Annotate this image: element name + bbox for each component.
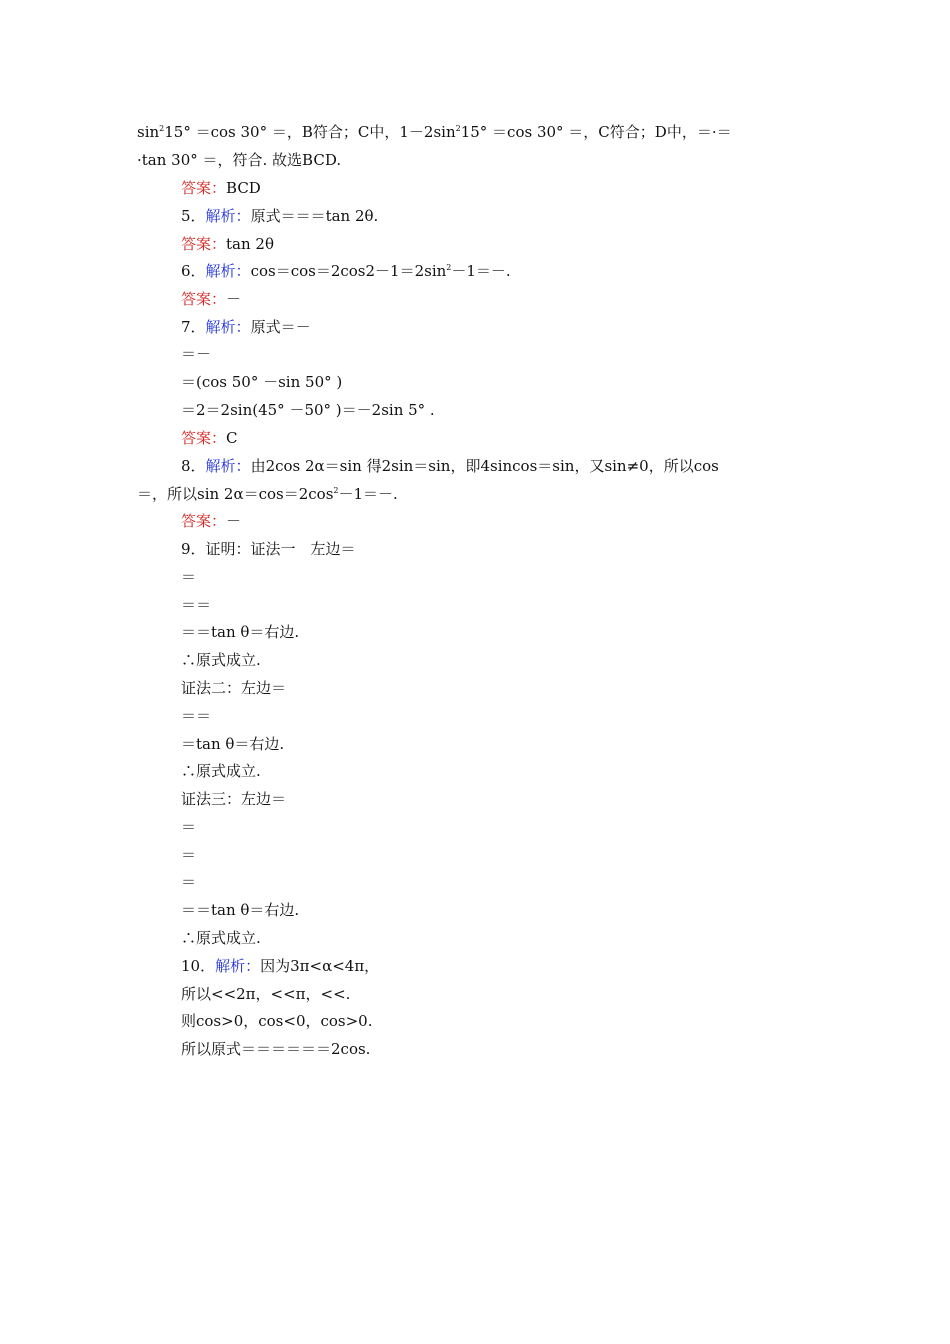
text-segment: ＝＝	[181, 707, 212, 725]
text-segment: －	[226, 290, 242, 308]
answer-label: 答案：	[181, 290, 227, 308]
text-segment: ∴原式成立.	[181, 762, 261, 780]
text-line	[181, 1039, 370, 1059]
text-segment: －1＝－.	[451, 262, 511, 280]
answer-label: 答案：	[181, 179, 227, 197]
text-segment: ＝＝tan θ＝右边.	[181, 901, 300, 919]
text-segment: 所以原式＝＝＝＝＝＝2cos.	[181, 1040, 371, 1058]
text-line	[181, 456, 719, 476]
superscript: 2	[333, 486, 339, 495]
text-segment: ＝＝tan θ＝右边.	[181, 623, 300, 641]
text-line	[181, 234, 274, 254]
text-segment: ＝tan θ＝右边.	[181, 735, 285, 753]
text-segment: 6．	[181, 262, 206, 280]
text-line	[181, 622, 299, 642]
text-line	[181, 567, 196, 587]
text-line	[137, 484, 398, 504]
text-segment: 证法二：左边＝	[181, 679, 287, 697]
text-line	[181, 539, 356, 559]
text-segment: 9．证明：证法一 左边＝	[181, 540, 356, 558]
answer-label: 答案：	[181, 429, 227, 447]
text-segment: 则cos>0，cos<0，cos>0.	[181, 1012, 373, 1030]
superscript: 2	[446, 263, 452, 272]
text-segment: 所以<<2π，<<π，<<.	[181, 985, 351, 1003]
text-line	[181, 734, 284, 754]
superscript: 2	[159, 124, 165, 133]
text-segment: ＝2＝2sin(45° －50° )＝－2sin 5° .	[181, 401, 435, 419]
text-line	[181, 1011, 373, 1031]
analysis-label: 解析：	[205, 457, 251, 475]
answer-label: 答案：	[181, 512, 227, 530]
text-line	[181, 372, 342, 392]
text-line	[181, 900, 299, 920]
text-segment: ·tan 30° ＝，符合. 故选BCD.	[137, 151, 342, 169]
text-line	[181, 317, 311, 337]
text-line	[181, 928, 261, 948]
text-segment: tan 2θ	[226, 235, 274, 253]
text-line	[181, 678, 286, 698]
text-segment: 原式＝＝＝tan 2θ.	[250, 207, 379, 225]
text-line	[181, 595, 211, 615]
text-segment: ＝，所以sin 2α＝cos＝2cos	[137, 485, 334, 503]
text-line	[181, 872, 196, 892]
text-line	[181, 650, 261, 670]
text-segment: 由2cos 2α＝sin 得2sin＝sin，即4sincos＝sin，又sin≠0，所以cos	[250, 457, 719, 475]
text-segment: C	[226, 429, 238, 447]
text-segment: ＝	[181, 818, 197, 836]
text-segment: 因为3π<α<4π，	[260, 957, 380, 975]
text-segment: 原式＝－	[250, 318, 311, 336]
text-line	[181, 261, 511, 281]
text-segment: ＝＝	[181, 596, 212, 614]
text-line	[137, 122, 732, 142]
text-segment: sin	[137, 123, 160, 141]
text-line	[181, 845, 196, 865]
text-segment: ＝	[181, 846, 197, 864]
text-line	[181, 706, 211, 726]
text-segment: 8．	[181, 457, 206, 475]
text-line	[181, 400, 435, 420]
analysis-label: 解析：	[215, 957, 261, 975]
text-segment: cos＝cos＝2cos2－1＝2sin	[250, 262, 447, 280]
text-line	[181, 511, 241, 531]
text-line	[137, 150, 341, 170]
text-line	[181, 344, 211, 364]
answer-label: 答案：	[181, 235, 227, 253]
text-line	[181, 289, 241, 309]
analysis-label: 解析：	[205, 207, 251, 225]
text-segment: 15° ＝cos 30° ＝，B符合；C中，1－2sin	[164, 123, 456, 141]
text-line	[181, 206, 378, 226]
text-line	[181, 817, 196, 837]
text-segment: ∴原式成立.	[181, 651, 261, 669]
text-segment: 7．	[181, 318, 206, 336]
superscript: 2	[455, 124, 461, 133]
text-line	[181, 178, 261, 198]
text-segment: 5．	[181, 207, 206, 225]
analysis-label: 解析：	[205, 262, 251, 280]
text-segment: ＝(cos 50° －sin 50° )	[181, 373, 343, 391]
text-segment: ＝－	[181, 345, 212, 363]
text-segment: ＝	[181, 873, 197, 891]
analysis-label: 解析：	[205, 318, 251, 336]
text-line	[181, 789, 286, 809]
text-segment: 15° ＝cos 30° ＝，C符合；D中，＝·＝	[460, 123, 732, 141]
text-segment: －1＝－.	[338, 485, 398, 503]
text-segment: －	[226, 512, 242, 530]
text-segment: ∴原式成立.	[181, 929, 261, 947]
text-line	[181, 761, 261, 781]
text-line	[181, 428, 238, 448]
text-line	[181, 956, 379, 976]
text-segment: 10．	[181, 957, 216, 975]
text-segment: 证法三：左边＝	[181, 790, 287, 808]
text-segment: BCD	[226, 179, 261, 197]
text-line	[181, 984, 350, 1004]
text-segment: ＝	[181, 568, 197, 586]
